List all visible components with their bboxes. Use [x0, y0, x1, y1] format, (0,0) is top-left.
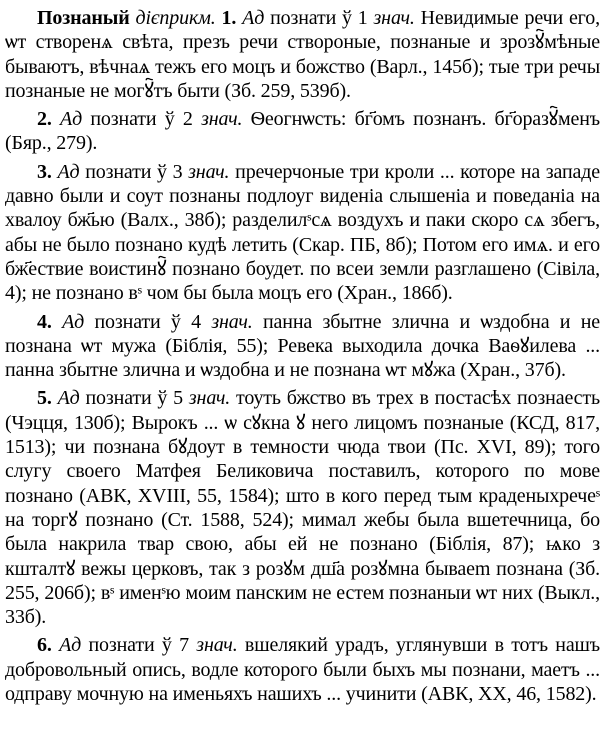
cross-ref-text: познати ў 2	[90, 108, 193, 131]
sense-body: вшелякий урадъ, углянувши в тотъ нашъ добровольный опись, водле которого были быхъ мы познани, маетъ ... одправу мочную на именьяхъ нашихъ ... учинити (АВК, XX, 46, 1582).	[5, 634, 600, 706]
sense-abbrev: знач.	[188, 387, 231, 410]
cross-ref-text: познати ў 4	[94, 310, 201, 333]
headword: Познаный	[37, 7, 130, 29]
sense-number: 4.	[37, 310, 52, 333]
cross-ref-label: Ад	[57, 160, 80, 183]
cross-ref-text: познати ў 3	[85, 160, 183, 183]
sense-abbrev: знач.	[196, 634, 238, 657]
dictionary-page	[5, 6, 600, 741]
dictionary-entry-4	[5, 310, 600, 383]
cross-ref-text: познати ў 7	[88, 634, 189, 657]
sense-body: Ѳеогнѡсть: бг҃омъ познанъ. бг҃оразꙋ҇менъ (Бяр., 279).	[5, 108, 600, 155]
cross-ref-label: Ад	[59, 634, 82, 657]
dictionary-entry-6	[5, 633, 600, 706]
dictionary-entry-3	[5, 160, 600, 306]
sense-body: тоуть бжство въ трех в постасѣх познаесть (Чэцця, 130б); Вырокъ ... ѡ сꙋкна ꙋ него лицомъ познаные (КСД, 817, 1513); чи познана бꙋдоут в темности чюда твои (Пс. XVI, 89); того слугу своего Матфея Беликовича поставилъ, которого по мове познано (АВК, XVIII, 55, 1584); што в кого перед тым краденыхречеˢ на торгꙋ познано (Ст. 1588, 524); мимал жебы была вшетечница, бо была накрила твар свою, абы ей не познано (Біблія, 87); ѩко з кшталтꙋ вежы церковъ, так з розꙋм дш҃а розꙋмна бываеm познана (Зб. 255, 206б); вˢ именˢю моим панским не естем познаныи ѡт них (Выкл., 33б).	[5, 387, 600, 629]
cross-ref-text: познати ў 1	[270, 7, 368, 29]
sense-number: 5.	[37, 387, 52, 410]
sense-body: пречерчоные три кроли ... которе на западе давно были и соут познаны подлоуг виденіа слышеніа и поведаніа на хвалоу бж҃ью (Валх., 38б); разделилˢсѧ воздухъ и паки скоро сѧ збегъ, абы не было познано кудѣ летить (Скар. ПБ, 8б); Потом его имѧ. и его бж҃ествие воистинꙋ҇ познано боудет. по всеи земли разглашено (Сівіла, 4); не познано вˢ чом бы была моцъ его (Хран., 186б).	[5, 160, 600, 305]
cross-ref-label: Ад	[242, 7, 265, 29]
sense-number: 3.	[37, 160, 52, 183]
sense-abbrev: знач.	[373, 7, 415, 29]
cross-ref-label: Ад	[60, 108, 83, 131]
sense-number: 6.	[37, 634, 52, 657]
sense-body: панна збытне злична и ѡздобна и не познана ѡт мужа (Біблія, 55); Ревека выходила дочка Ваѳꙋилева ... панна збытне злична и ѡздобна и не познана ѡт мꙋжа (Хран., 37б).	[5, 310, 600, 382]
dictionary-entry-5	[5, 386, 600, 629]
cross-ref-label: Ад	[62, 310, 85, 333]
sense-abbrev: знач.	[211, 310, 253, 333]
cross-ref-text: познати ў 5	[85, 387, 184, 410]
sense-number: 2.	[37, 108, 52, 131]
sense-number: 1.	[221, 7, 237, 29]
sense-abbrev: знач.	[201, 108, 243, 131]
dictionary-entry-2	[5, 107, 600, 156]
cross-ref-label: Ад	[57, 387, 80, 410]
sense-body: Невидимые речи его, ѡт створенѧ свѣта, презъ речи створоные, познаные и зрозꙋ҇мѣные бываютъ, вѣчнаѧ тежъ его моцъ и божство (Варл., 145б); тые три речы познаные не могꙋ҇тъ быти (Зб. 259, 539б).	[5, 7, 600, 102]
dictionary-entry-1	[5, 6, 600, 103]
part-of-speech: дієприкм.	[135, 7, 216, 29]
sense-abbrev: знач.	[188, 160, 230, 183]
